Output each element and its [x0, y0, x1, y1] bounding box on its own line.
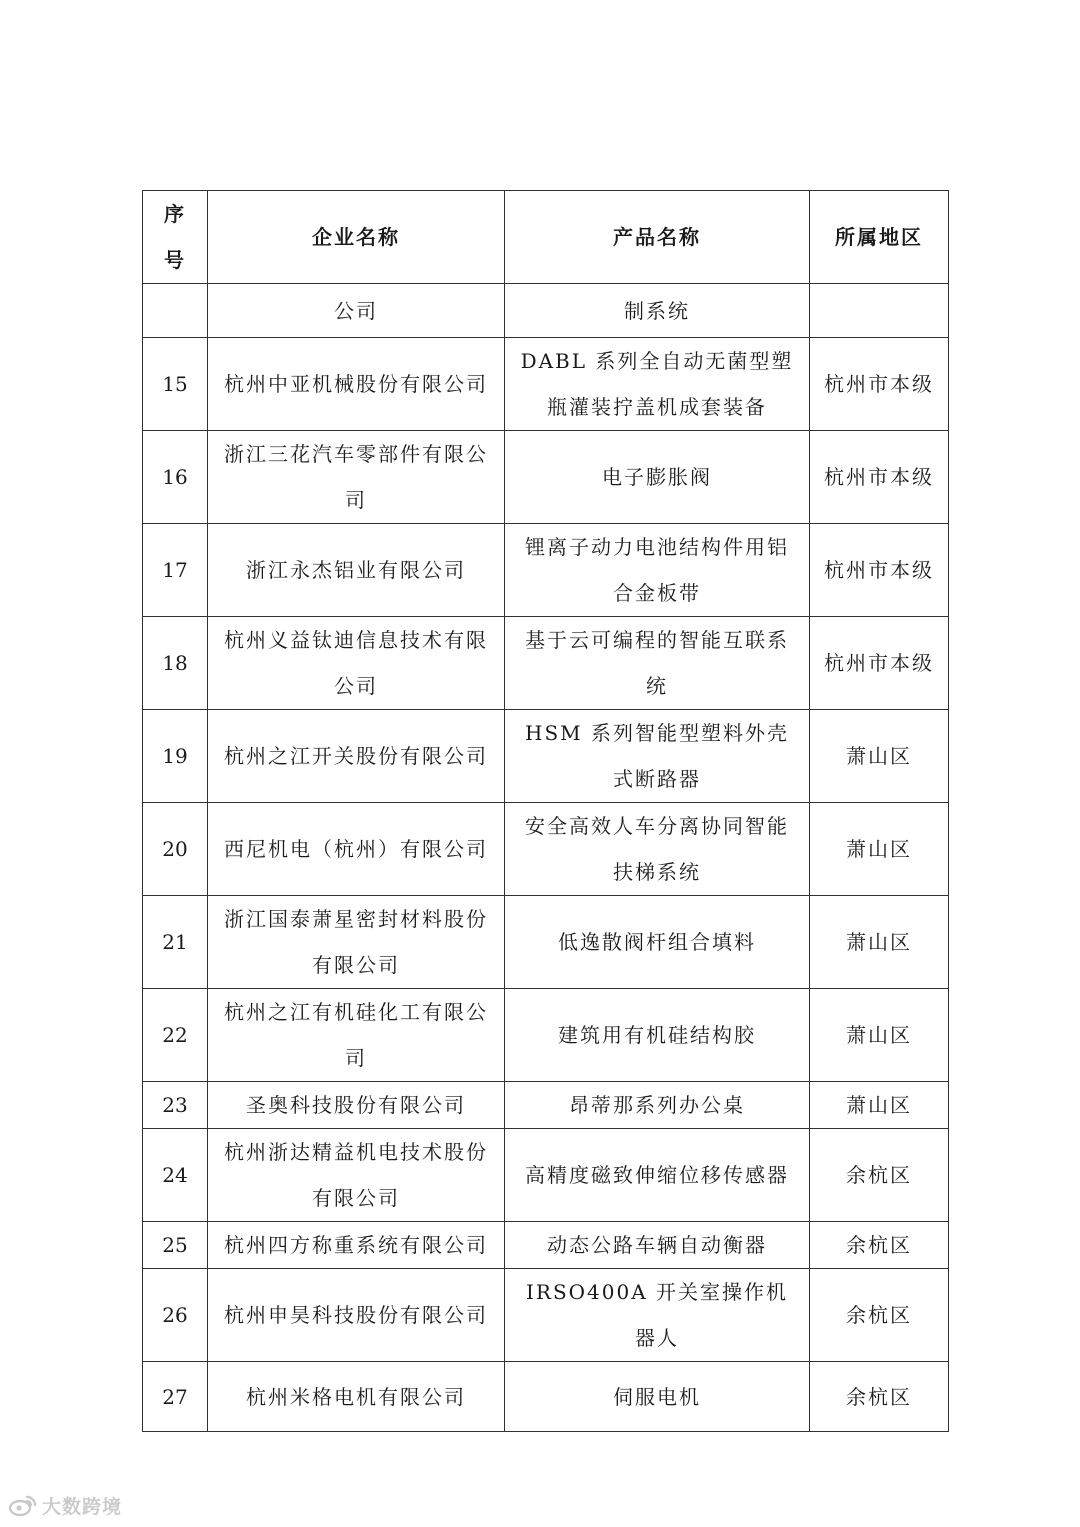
cell-product: DABL 系列全自动无菌型塑瓶灌装拧盖机成套装备: [505, 338, 810, 431]
cell-company: 杭州之江有机硅化工有限公司: [208, 989, 505, 1082]
cell-product: 锂离子动力电池结构件用铝合金板带: [505, 524, 810, 617]
cell-no: 15: [143, 338, 208, 431]
table-row: [143, 710, 949, 803]
cell-region: 萧山区: [810, 710, 949, 803]
weibo-logo-icon: [8, 1493, 38, 1517]
cell-region: 萧山区: [810, 896, 949, 989]
header-region: 所属地区: [810, 191, 949, 284]
table-row: [143, 1269, 949, 1362]
cell-company: 杭州中亚机械股份有限公司: [208, 338, 505, 431]
cell-no: 19: [143, 710, 208, 803]
cell-product: 伺服电机: [505, 1362, 810, 1432]
cell-company: 杭州之江开关股份有限公司: [208, 710, 505, 803]
cell-region: 萧山区: [810, 989, 949, 1082]
cell-product: 低逸散阀杆组合填料: [505, 896, 810, 989]
cell-product: 制系统: [505, 284, 810, 338]
cell-region: 余杭区: [810, 1222, 949, 1269]
cell-region: 杭州市本级: [810, 617, 949, 710]
cell-no: 26: [143, 1269, 208, 1362]
table-row: [143, 284, 949, 338]
cell-no: 18: [143, 617, 208, 710]
table-row: [143, 896, 949, 989]
cell-product: 高精度磁致伸缩位移传感器: [505, 1129, 810, 1222]
cell-product: 电子膨胀阀: [505, 431, 810, 524]
cell-no: 25: [143, 1222, 208, 1269]
cell-company: 圣奥科技股份有限公司: [208, 1082, 505, 1129]
table-row: [143, 1082, 949, 1129]
cell-region: 余杭区: [810, 1269, 949, 1362]
cell-company: 西尼机电（杭州）有限公司: [208, 803, 505, 896]
cell-company: 杭州浙达精益机电技术股份有限公司: [208, 1129, 505, 1222]
cell-no: 21: [143, 896, 208, 989]
cell-company: 浙江国泰萧星密封材料股份有限公司: [208, 896, 505, 989]
cell-no: 24: [143, 1129, 208, 1222]
cell-no: 27: [143, 1362, 208, 1432]
cell-company: 浙江三花汽车零部件有限公司: [208, 431, 505, 524]
table-row: [143, 1362, 949, 1432]
cell-region: 余杭区: [810, 1362, 949, 1432]
header-product: 产品名称: [505, 191, 810, 284]
cell-company: 杭州米格电机有限公司: [208, 1362, 505, 1432]
cell-company: 杭州四方称重系统有限公司: [208, 1222, 505, 1269]
table-row: [143, 803, 949, 896]
cell-region: 杭州市本级: [810, 431, 949, 524]
cell-company: 杭州申昊科技股份有限公司: [208, 1269, 505, 1362]
cell-company: 浙江永杰铝业有限公司: [208, 524, 505, 617]
table-row: [143, 1129, 949, 1222]
watermark: [8, 1490, 122, 1520]
cell-no: 16: [143, 431, 208, 524]
cell-region: 萧山区: [810, 803, 949, 896]
cell-product: 建筑用有机硅结构胶: [505, 989, 810, 1082]
cell-region: 萧山区: [810, 1082, 949, 1129]
cell-product: 昂蒂那系列办公桌: [505, 1082, 810, 1129]
watermark-text: 大数跨境: [42, 1495, 123, 1518]
cell-no: 23: [143, 1082, 208, 1129]
table-row: [143, 989, 949, 1082]
enterprise-product-table: [142, 190, 949, 1432]
cell-region: [810, 284, 949, 338]
header-company: 企业名称: [208, 191, 505, 284]
cell-region: 杭州市本级: [810, 338, 949, 431]
cell-product: 动态公路车辆自动衡器: [505, 1222, 810, 1269]
cell-no: [143, 284, 208, 338]
cell-product: IRSO400A 开关室操作机器人: [505, 1269, 810, 1362]
header-no: 序号: [143, 191, 208, 284]
table-header-row: [143, 191, 949, 284]
table-row: [143, 617, 949, 710]
cell-company: 公司: [208, 284, 505, 338]
table-row: [143, 431, 949, 524]
cell-product: 基于云可编程的智能互联系统: [505, 617, 810, 710]
cell-no: 22: [143, 989, 208, 1082]
cell-region: 杭州市本级: [810, 524, 949, 617]
table-row: [143, 338, 949, 431]
table-row: [143, 524, 949, 617]
cell-region: 余杭区: [810, 1129, 949, 1222]
cell-no: 17: [143, 524, 208, 617]
cell-product: HSM 系列智能型塑料外壳式断路器: [505, 710, 810, 803]
cell-no: 20: [143, 803, 208, 896]
cell-company: 杭州义益钛迪信息技术有限公司: [208, 617, 505, 710]
table-row: [143, 1222, 949, 1269]
cell-product: 安全高效人车分离协同智能扶梯系统: [505, 803, 810, 896]
